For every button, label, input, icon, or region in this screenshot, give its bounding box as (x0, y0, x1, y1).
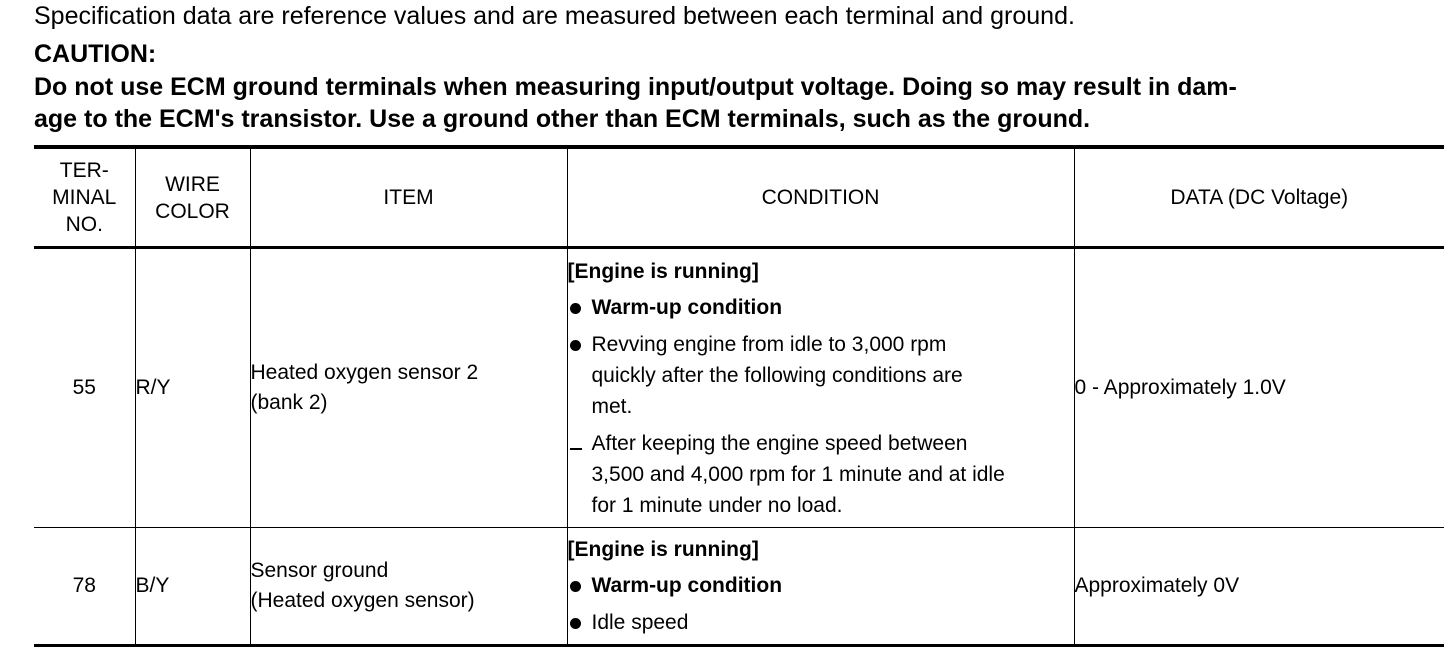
header-item: ITEM (250, 147, 567, 248)
condition-cell (567, 528, 1074, 646)
header-wire-color: WIRE COLOR (135, 147, 250, 248)
bullet-icon (568, 329, 588, 360)
terminal-spec-table (34, 145, 1444, 647)
item-line: Sensor ground (250, 559, 389, 582)
condition-item (568, 329, 1074, 422)
terminal-number-cell: 55 (34, 248, 135, 528)
item-cell (250, 248, 567, 528)
intro-text: Specification data are reference values and are measured between each terminal and ground. (34, 2, 1075, 30)
terminal-number-cell: 78 (34, 528, 135, 646)
header-condition: CONDITION (567, 147, 1074, 248)
caution-line: age to the ECM's transistor. Use a ground other than ECM terminals, such as the ground. (34, 105, 1091, 133)
table-row (34, 248, 1444, 528)
condition-line: for 1 minute under no load. (591, 493, 843, 517)
condition-line: 3,500 and 4,000 rpm for 1 minute and at idle (591, 462, 1005, 486)
condition-heading: [Engine is running] (567, 259, 759, 283)
data-value-cell: 0 - Approximately 1.0V (1074, 248, 1444, 528)
condition-line: quickly after the following conditions are (591, 363, 963, 387)
condition-line: Warm-up condition (591, 295, 783, 319)
bullet-icon (568, 570, 588, 601)
table-header-row (34, 147, 1444, 248)
item-line: (Heated oxygen sensor) (250, 589, 475, 612)
header-data: DATA (DC Voltage) (1074, 147, 1444, 248)
bullet-icon (568, 292, 588, 323)
dash-icon (568, 428, 588, 459)
wire-color-cell: R/Y (135, 248, 250, 528)
item-line: (bank 2) (250, 391, 328, 414)
item-line: Heated oxygen sensor 2 (250, 361, 479, 384)
item-cell (250, 528, 567, 646)
condition-item (568, 428, 1074, 521)
condition-item (568, 570, 1074, 601)
caution-text (34, 71, 1444, 135)
condition-line: Idle speed (591, 611, 689, 634)
data-value-cell: Approximately 0V (1074, 528, 1444, 646)
condition-item (568, 607, 1074, 638)
caution-title: CAUTION: (34, 40, 157, 68)
bullet-icon (568, 607, 588, 638)
condition-line: Revving engine from idle to 3,000 rpm (591, 332, 947, 356)
header-terminal-no: TER- MINAL NO. (34, 147, 135, 248)
condition-line: Warm-up condition (591, 574, 783, 597)
condition-heading: [Engine is running] (567, 538, 759, 561)
condition-line: met. (591, 394, 633, 418)
caution-line: Do not use ECM ground terminals when measuring input/output voltage. Doing so may result in dam- (34, 73, 1237, 101)
condition-item (568, 292, 1074, 323)
condition-line: After keeping the engine speed between (591, 431, 968, 455)
wire-color-cell: B/Y (135, 528, 250, 646)
table-row (34, 528, 1444, 646)
condition-cell (567, 248, 1074, 528)
